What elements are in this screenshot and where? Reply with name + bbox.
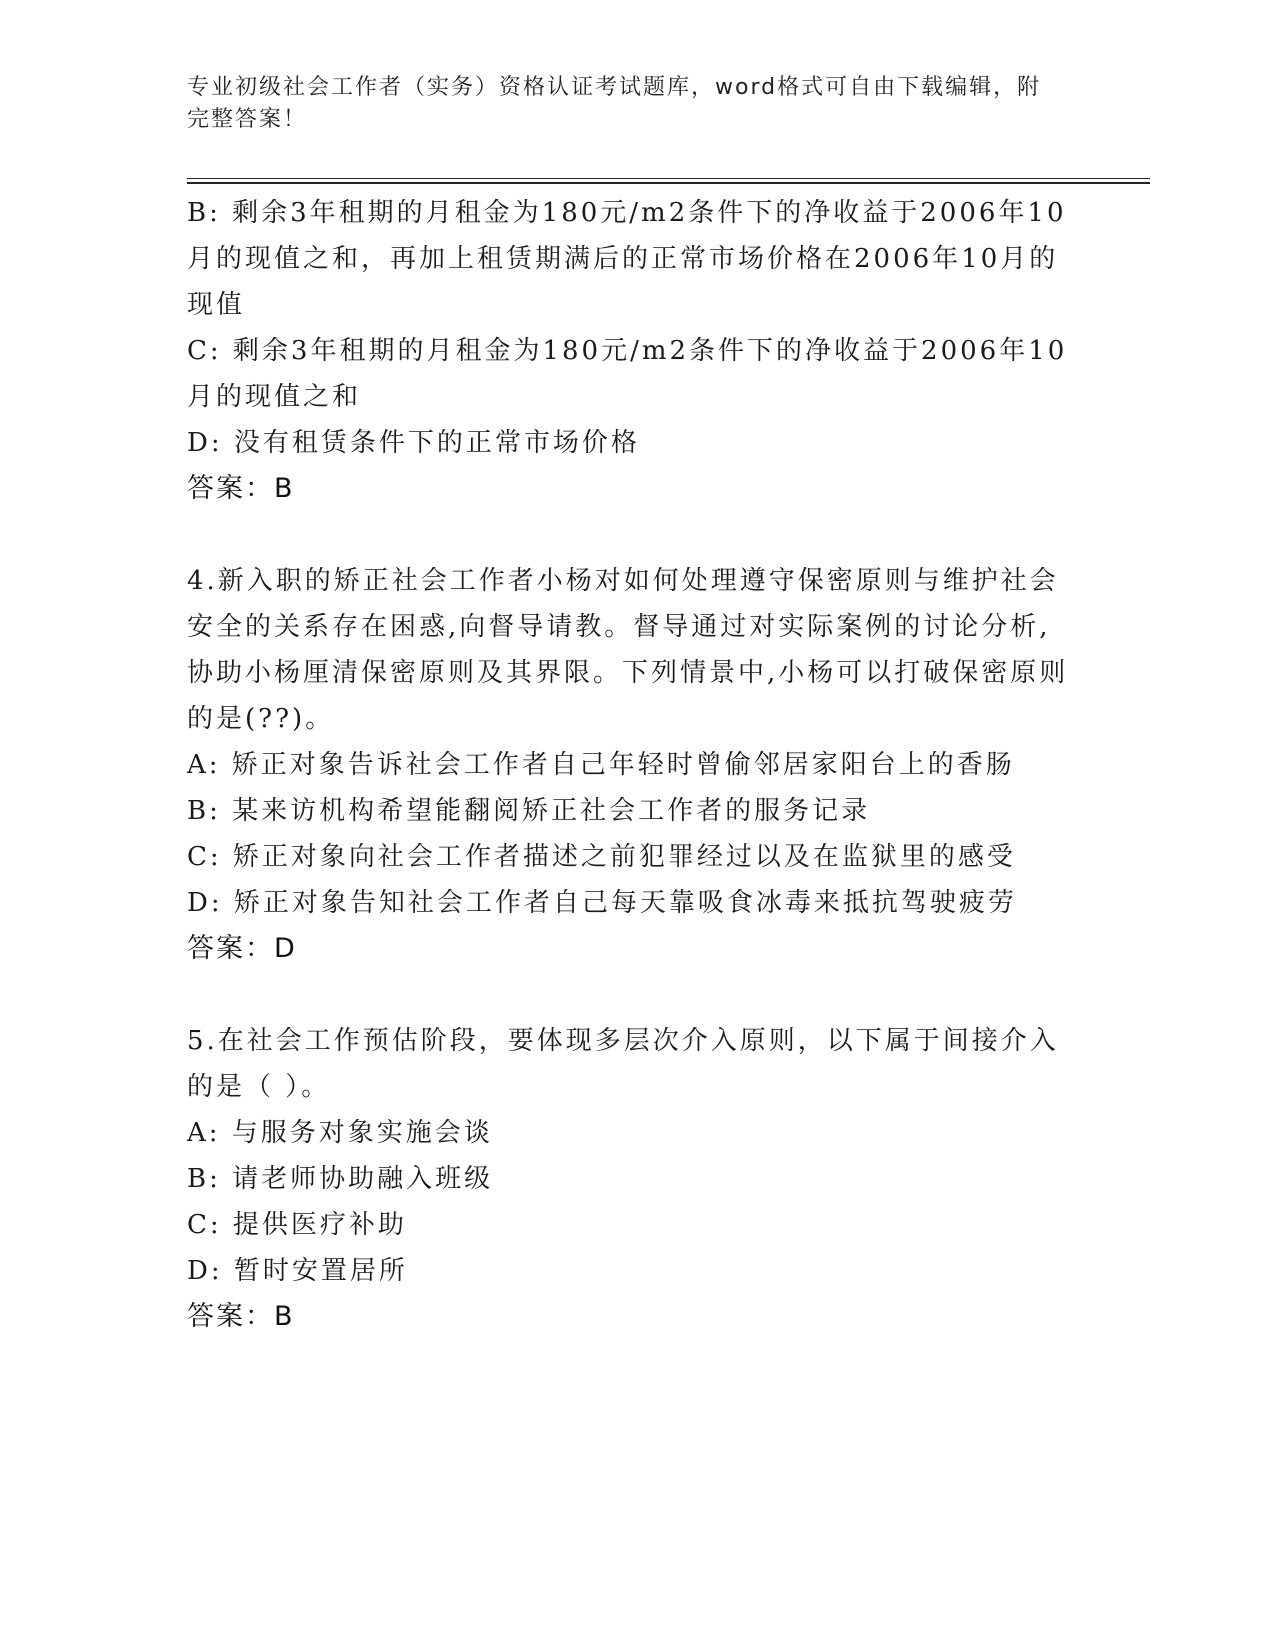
question-5 <box>187 1018 1087 1340</box>
page-header <box>187 72 1067 136</box>
stem-line: 协助小杨厘清保密原则及其界限。下列情景中,小杨可以打破保密原则 <box>187 658 1069 688</box>
option-line: 月的现值之和 <box>187 382 362 412</box>
document-body <box>187 190 1087 1340</box>
option-a: A: 与服务对象实施会谈 <box>187 1118 493 1148</box>
spacer <box>187 512 1087 558</box>
question-stem <box>187 1018 1087 1110</box>
answer-label: 答案：D <box>187 933 297 964</box>
option-b: B: 某来访机构希望能翻阅矫正社会工作者的服务记录 <box>187 796 871 826</box>
question-4 <box>187 558 1087 972</box>
option-line: B: 剩余3年租期的月租金为180元/m2条件下的净收益于2006年10 <box>187 198 1067 228</box>
header-divider-thin <box>187 178 1150 179</box>
option-b <box>187 190 1087 328</box>
option-d: D: 没有租赁条件下的正常市场价格 <box>187 428 640 458</box>
question-3-continued <box>187 190 1087 512</box>
answer-label: 答案：B <box>187 473 295 504</box>
header-line: 专业初级社会工作者（实务）资格认证考试题库，word格式可自由下载编辑，附 <box>187 75 1042 100</box>
option-c: C: 矫正对象向社会工作者描述之前犯罪经过以及在监狱里的感受 <box>187 842 1016 872</box>
question-stem <box>187 558 1087 742</box>
option-a: A: 矫正对象告诉社会工作者自己年轻时曾偷邻居家阳台上的香肠 <box>187 750 1015 780</box>
option-b: B: 请老师协助融入班级 <box>187 1164 494 1194</box>
stem-line: 的是（ ）。 <box>187 1072 331 1102</box>
option-line: 现值 <box>187 290 246 320</box>
spacer <box>187 972 1087 1018</box>
option-d: D: 暂时安置居所 <box>187 1256 408 1286</box>
option-d: D: 矫正对象告知社会工作者自己每天靠吸食冰毒来抵抗驾驶疲劳 <box>187 888 1017 918</box>
option-line: C: 剩余3年租期的月租金为180元/m2条件下的净收益于2006年10 <box>187 336 1068 366</box>
stem-line: 安全的关系存在困惑,向督导请教。督导通过对实际案例的讨论分析, <box>187 612 1051 642</box>
header-line: 完整答案！ <box>187 107 308 132</box>
stem-line: 4.新入职的矫正社会工作者小杨对如何处理遵守保密原则与维护社会 <box>187 566 1059 596</box>
stem-line: 5.在社会工作预估阶段，要体现多层次介入原则，以下属于间接介入 <box>187 1026 1059 1056</box>
answer-label: 答案：B <box>187 1301 295 1332</box>
option-line: 月的现值之和，再加上租赁期满后的正常市场价格在2006年10月的 <box>187 244 1059 274</box>
stem-line: 的是(??)。 <box>187 704 335 734</box>
header-divider-thick <box>187 182 1150 184</box>
option-c: C: 提供医疗补助 <box>187 1210 407 1240</box>
option-c <box>187 328 1087 420</box>
